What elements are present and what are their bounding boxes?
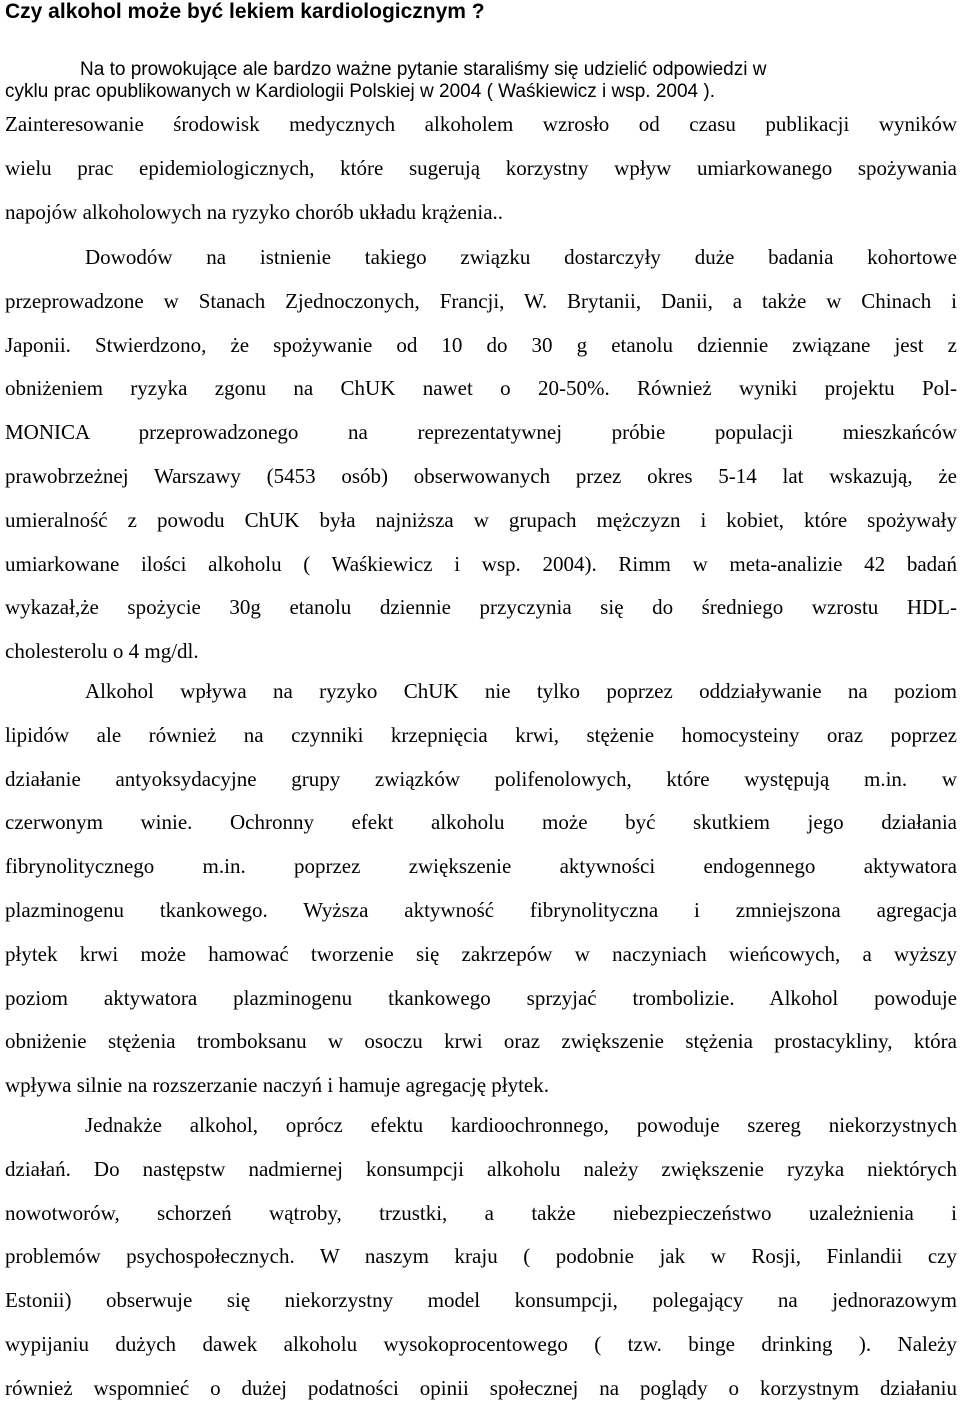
paragraph-risks — [5, 1104, 957, 1411]
paragraph-line: Jednakże alkohol, oprócz efektu kardioochronnego, powoduje szereg niekorzystnych — [85, 1113, 957, 1137]
paragraph-line: również wspomnieć o dużej podatności opinii społecznej na poglądy o korzystnym działaniu — [5, 1375, 957, 1400]
paragraph-line: nowotworów, schorzeń wątroby, trzustki, a także niebezpieczeństwo uzależnienia i — [5, 1200, 957, 1225]
paragraph-line: MONICA przeprowadzonego na reprezentatywnej próbie populacji mieszkańców — [5, 420, 957, 445]
paragraph-line: Estonii) obserwuje się niekorzystny model konsumpcji, polegający na jednorazowym — [5, 1288, 957, 1313]
paragraph-line: fibrynolitycznego m.in. poprzez zwiększenie aktywności endogennego aktywatora — [5, 854, 957, 879]
paragraph-line: Zainteresowanie środowisk medycznych alkoholem wzrosło od czasu publikacji wyników — [5, 112, 957, 136]
paragraph-line: czerwonym winie. Ochronny efekt alkoholu może być skutkiem jego działania — [5, 810, 957, 835]
paragraph-line: obniżenie stężenia tromboksanu w osoczu krwi oraz zwiększenie stężenia prostacykliny, która — [5, 1029, 957, 1054]
paragraph-intro — [5, 59, 957, 102]
paragraph-line: cyklu prac opublikowanych w Kardiologii Polskiej w 2004 ( Waśkiewicz i wsp. 2004 ). — [5, 80, 715, 102]
paragraph-line: napojów alkoholowych na ryzyko chorób układu krążenia.. — [5, 199, 504, 224]
paragraph-line: wielu prac epidemiologicznych, które sugerują korzystny wpływ umiarkowanego spożywania — [5, 155, 957, 180]
paragraph-line: umieralność z powodu ChUK była najniższa w grupach mężczyzn i kobiet, które spożywały — [5, 507, 957, 532]
paragraph-line: Na to prowokujące ale bardzo ważne pytanie staraliśmy się udzielić odpowiedzi w — [80, 59, 767, 80]
paragraph-evidence — [5, 236, 957, 674]
paragraph-interest — [5, 103, 957, 234]
paragraph-line: lipidów ale również na czynniki krzepnięcia krwi, stężenie homocysteiny oraz poprzez — [5, 722, 957, 747]
paragraph-line: Dowodów na istnienie takiego związku dostarczyły duże badania kohortowe — [85, 245, 957, 269]
paragraph-line: wpływa silnie na rozszerzanie naczyń i hamuje agregację płytek. — [5, 1073, 550, 1098]
paragraph-line: wypijaniu dużych dawek alkoholu wysokoprocentowego ( tzw. binge drinking ). Należy — [5, 1331, 957, 1356]
paragraph-line: problemów psychospołecznych. W naszym kraju ( podobnie jak w Rosji, Finlandii czy — [5, 1244, 957, 1269]
paragraph-line: Japonii. Stwierdzono, że spożywanie od 10 do 30 g etanolu dziennie związane jest z — [5, 332, 957, 357]
paragraph-line: działanie antyoksydacyjne grupy związków polifenolowych, które występują m.in. w — [5, 766, 957, 791]
paragraph-line: plazminogenu tkankowego. Wyższa aktywność fibrynolityczna i zmniejszona agregacja — [5, 897, 957, 922]
paragraph-line: obniżeniem ryzyka zgonu na ChUK nawet o 20-50%. Również wyniki projektu Pol- — [5, 376, 957, 401]
paragraph-line: poziom aktywatora plazminogenu tkankowego sprzyjać trombolizie. Alkohol powoduje — [5, 985, 957, 1010]
paragraph-line: przeprowadzone w Stanach Zjednoczonych, Francji, W. Brytanii, Danii, a także w Chinach i — [5, 288, 957, 313]
paragraph-line: wykazał,że spożycie 30g etanolu dziennie przyczynia się do średniego wzrostu HDL- — [5, 595, 957, 620]
paragraph-line: działań. Do następstw nadmiernej konsumpcji alkoholu należy zwiększenie ryzyka niektórych — [5, 1156, 957, 1181]
document-title: Czy alkohol może być lekiem kardiologicznym ? — [5, 0, 485, 23]
paragraph-line: prawobrzeżnej Warszawy (5453 osób) obserwowanych przez okres 5-14 lat wskazują, że — [5, 463, 957, 488]
paragraph-line: cholesterolu o 4 mg/dl. — [5, 639, 199, 664]
paragraph-line: umiarkowane ilości alkoholu ( Waśkiewicz i wsp. 2004). Rimm w meta-analizie 42 badań — [5, 551, 957, 576]
paragraph-mechanisms — [5, 670, 957, 1108]
paragraph-line: płytek krwi może hamować tworzenie się zakrzepów w naczyniach wieńcowych, a wyższy — [5, 941, 957, 966]
paragraph-line: Alkohol wpływa na ryzyko ChUK nie tylko poprzez oddziaływanie na poziom — [85, 679, 957, 703]
